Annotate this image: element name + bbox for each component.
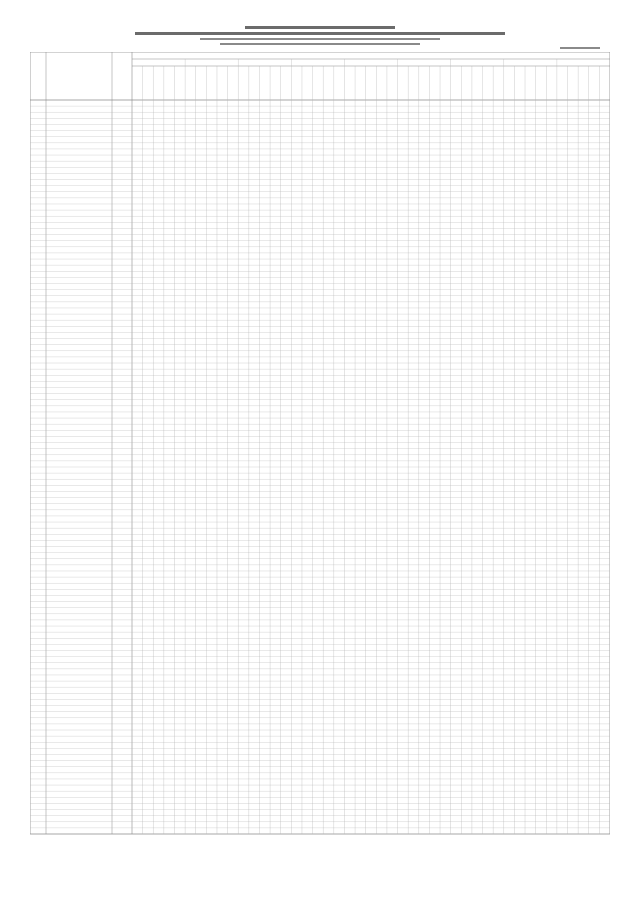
title-line [135,32,505,35]
title-line [245,26,395,29]
table-note [560,47,600,49]
subtitle-line [200,38,440,40]
data-table [30,52,610,842]
document-title [120,26,520,48]
subtitle-line [220,43,420,45]
table-grid [30,52,610,842]
